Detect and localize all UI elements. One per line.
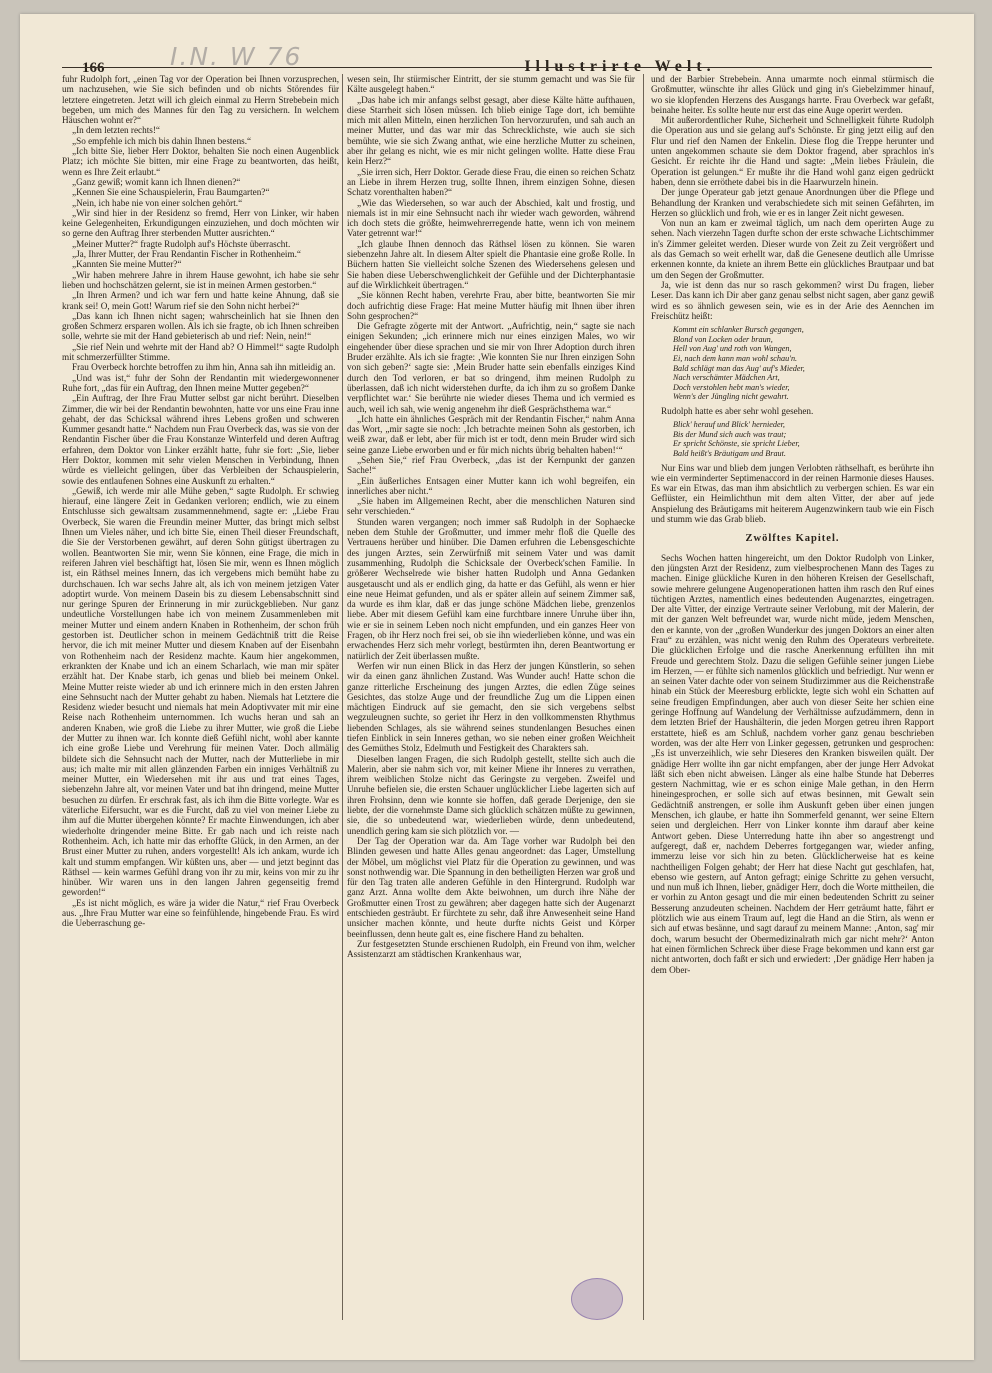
paragraph: „Es ist nicht möglich, es wäre ja wider die Natur,“ rief Frau Overbeck aus. „Ihre Frau Mutter war eine so feinfühlende, hingebende Frau. Es wird die Ueberraschung ge- — [62, 897, 339, 929]
page-number: 166 — [82, 60, 105, 76]
poem-line: Bald heißt's Bräutigam und Braut. — [673, 448, 786, 458]
paragraph: „So empfehle ich mich bis dahin Ihnen bestens.“ — [72, 135, 252, 146]
paragraph: „Meiner Mutter?“ fragte Rudolph auf's Höchste überrascht. — [72, 238, 291, 249]
paragraph: „Ich bitte Sie, lieber Herr Doktor, behalten Sie noch einen Augenblick Platz; ich möchte Sie bitten, mir eine Frage zu beantworten, das heißt, wenn es Ihre Zeit erlaubt.“ — [62, 146, 339, 177]
poem-line: Blick' herauf und Blick' hernieder, — [673, 420, 785, 430]
paragraph: „Sie irren sich, Herr Doktor. Gerade diese Frau, die einen so reichen Schatz an Liebe in ihrem Herzen trug, sollte Ihnen, ihrem einzigen Sohne, diesen Schatz vorenthalten haben?“ — [347, 166, 635, 198]
paragraph: Der junge Operateur gab jetzt genaue Anordnungen über die Pflege und Behandlung der Kranken und verabschiedete sich mit seinen Gefährten, im Herzen so glücklich und froh, wie er es in langer Zeit nicht gewesen. — [651, 187, 934, 218]
paragraph: „Sie haben im Allgemeinen Recht, aber die menschlichen Naturen sind sehr verschieden.“ — [347, 496, 635, 517]
paragraph: Der Tag der Operation war da. Am Tage vorher war Rudolph bei den Blinden gewesen und hatte Alles genau angeordnet: das Lager, Umstellung der Möbel, um möglichst viel Platz für die Operation zu gewinnen, und was sonst nothwendig war. Die Spannung in den betheiligten Herzen war groß und für den Tag traten alle anderen Gefühle in den Hintergrund. Rudolph war ganz Arzt. Anna wollte dem Akte beiwohnen, um durch ihre Nähe der Großmutter einen Trost zu gewähren; aber dagegen hatte sich der Augenarzt entschieden gesträubt. Er fürchtete zu sehr, daß ihre Anwesenheit seine Hand unsicher machen könnte, und heute durfte nichts Geist und Körper beeinflussen, denn heute galt es, eine fischere Hand zu behalten. — [347, 835, 635, 939]
chapter-heading: Zwölftes Kapitel. — [745, 533, 840, 545]
poem-stanza — [673, 420, 934, 458]
paragraph: Mit außerordentlicher Ruhe, Sicherheit und Schnelligkeit führte Rudolph die Operation aus und sie gelang auf's Schönste. Er ging jetzt eilig auf den Flur und rief den Namen der Enkelin. Diese flog die Treppe herunter und unten angekommen schaute sie dem Doktor fragend, aber sprachlos in's Gesicht. Er reichte ihr die Hand und sagte: „Mein liebes Fräulein, die Operation ist gelungen.“ Er mußte ihr die Hand wohl ganz eigen gedrückt haben, denn sie erröthete dabei bis in die Haarwurzeln hinein. — [651, 115, 934, 187]
paragraph: „Kannten Sie meine Mutter?“ — [72, 259, 182, 270]
paragraph: Ja, wie ist denn das nur so rasch gekommen? wirst Du fragen, lieber Leser. Das kann ich Dir aber ganz genau selbst nicht sagen, aber ganz gewiß wird es so ähnlich gewesen sein, wie es in der Arie des Aennchen im Freischütz heißt: — [651, 279, 934, 321]
header-rule — [62, 67, 932, 68]
paragraph: „Ja, Ihrer Mutter, der Frau Rendantin Fischer in Rothenheim.“ — [72, 249, 302, 260]
column-rule — [643, 74, 644, 1320]
paragraph: Die Gefragte zögerte mit der Antwort. „Aufrichtig, nein,“ sagte sie nach einigen Sekunden; „ich erinnere mich nur eines einzigen Males, wo wir eingehender über diese sprachen und sie mir von Ihrer Adoption durch ihren Bruder erzählte. Als ich sie fragte: ‚Wie konnten Sie nur Ihren einzigen Sohn von sich geben?‘ sagte sie: ‚Mein Bruder hatte sein ebenfalls einziges Kind durch den Tod verloren, er bat so dringend, ihm meinen Rudolph zu überlassen, daß ich nicht widerstehen durfte, da ich ihm zu so großem Danke verpflichtet war.‘ Sie berührte nie wieder dieses Thema und ich vermied es auch, weil ich sah, wie wenig angenehm ihr dieß Gesprächsthema war.“ — [347, 321, 635, 414]
text-column-right — [651, 74, 934, 1320]
paragraph: „Sie rief Nein und wehrte mit der Hand ab? O Himmel!“ sagte Rudolph mit schmerzerfüllter Stimme. — [62, 341, 339, 363]
poem-line: Hell von Aug' und roth von Wangen, — [673, 344, 792, 354]
poem-line: Blond von Locken oder braun, — [673, 334, 773, 344]
poem-line: Bald schlägt man das Aug' auf's Mieder, — [673, 363, 805, 373]
poem-line: Doch verstohlen hebt man's wieder, — [673, 382, 790, 392]
text-column-left — [62, 74, 339, 1320]
paragraph: „Nein, ich habe nie von einer solchen gehört.“ — [72, 197, 243, 208]
paragraph: „Das habe ich mir anfangs selbst gesagt, aber diese Kälte hätte aufthauen, diese Starrheit sich lösen müssen. Ich blieb einige Tage dort, ich bemühte mich mit allen Mitteln, einen herzlichen Ton hervorzurufen, und sah auch an meiner Mutter, und das war mir das Schrecklichste, wie auch sie sich bemühte, wie sie sich Zwang anthat, wie eine herzliche Mutter zu scheinen, aber ihr gelang es nicht, wie es mir nicht gelingen wollte. Hatte diese Frau kein Herz?“ — [347, 94, 635, 167]
poem-line: Wenn's der Jüngling nicht gewahrt. — [673, 392, 789, 402]
paragraph: Rudolph hatte es aber sehr wohl gesehen. — [661, 405, 814, 416]
paragraph: „Ein äußerliches Entsagen einer Mutter kann ich wohl begreifen, ein innerliches aber nicht.“ — [347, 475, 635, 496]
paragraph: Stunden waren vergangen; noch immer saß Rudolph in der Sophaecke neben dem Stuhle der Großmutter, und immer mehr floß die Quelle des Vertrauens herüber und hinüber. Die Damen erfuhren die Lebensgeschichte des jungen Arztes, sein Zerwürfniß mit seinem Vater und was damit zusammenhing, Rudolph die Schicksale der Overbeck'schen Familie. In größerer Wechselrede wie bisher hatten Rudolph und Anna Gedanken ausgetauscht und als er endlich ging, da hatte er das Gefühl, als wenn er hier eine neue Heimat gefunden, und als er später allein auf seinem Zimmer saß, da wurde es ihm klar, daß er das junge schöne Mädchen liebe, grenzenlos liebe. Aber mit diesem Gefühl kam eine furchtbare innere Unruhe über ihn, wie er sie in seinem Leben noch nicht empfunden, und ein ganzes Heer von Fragen, ob ihr Herz noch frei sei, ob sie ihn wiederlieben könne, und was ein erwachendes Herz sich mehr vorlegt, bestürmten ihn, deren Beantwortung er natürlich der Zeit überlassen mußte. — [347, 516, 635, 661]
pencil-annotation: I.N. W 76 — [170, 42, 303, 71]
poem-line: Ei, nach dem kann man wohl schau'n. — [673, 353, 798, 363]
paragraph: Von nun an kam er zweimal täglich, um nach dem operirten Auge zu sehen. Nach vierzehn Tagen durfte schon der erste schwache Lichtschimmer in's Zimmer geleitet werden. Dieser wurde von Zeit zu Zeit vergrößert und als das Gemach so weit erhellt war, daß die Genesene deutlich alle Umrisse erkennen konnte, da kniete an ihrem Bette ein glückliches Brautpaar und bat um den Segen der Großmutter. — [651, 218, 934, 280]
journal-title: Illustrirte Welt. — [524, 58, 716, 75]
paragraph: „Wie das Wiedersehen, so war auch der Abschied, kalt und frostig, und niemals ist in mir eine Sehnsucht nach ihr wieder wach geworden, während ich doch stets die größte, heimwehrerregende hatte, wenn ich von meinem Vater getrennt war!“ — [347, 197, 635, 239]
paragraph: Dieselben langen Fragen, die sich Rudolph gestellt, stellte sich auch die Malerin, aber sie nahm sich vor, mit keiner Miene ihr Inneres zu verrathen, ihrem weiblichen Stolze nicht das Geringste zu vergeben. Zweifel und Unruhe befielen sie, die ersten Schauer unglücklicher Liebe lagerten sich auf ihren Frohsinn, denn wie konnte sie hoffen, daß gerade Derjenige, den sie liebte, der die vornehmste Dame sich glücklich schätzen müßte zu gewinnen, sie, die so unbedeutend war, wiederlieben würde, denn unbedeutend, unendlich gering kam sie sich plötzlich vor. — — [347, 753, 635, 836]
paragraph: „Und was ist,“ fuhr der Sohn der Rendantin mit wiedergewonnener Ruhe fort, „das für ein Auftrag, den Ihnen meine Mutter gegeben?“ — [62, 372, 339, 393]
paragraph: „Kennen Sie eine Schauspielerin, Frau Baumgarten?“ — [72, 187, 270, 198]
paragraph: „Ich glaube Ihnen dennoch das Räthsel lösen zu können. Sie waren siebenzehn Jahre alt. In diesem Alter spielt die Phantasie eine große Rolle. In Büchern hatten Sie vielleicht solche Szenen des Wiedersehens gelesen und Sie haben diese Ueberschwenglichkeit der Gefühle und der Dichterphantasie auf die Wirklichkeit übertragen.“ — [347, 238, 635, 290]
paragraph: Werfen wir nun einen Blick in das Herz der jungen Künstlerin, so sehen wir da einen ganz ähnlichen Zustand. Was Wunder auch! Hatte schon die ganze ritterliche Erscheinung des jungen Arztes, die edlen Züge seines Gesichtes, das stolze Auge und der freundliche Zug um die Lippen einen mächtigen Eindruck auf sie gemacht, den sie sich vergebens selbst wegzuleugnen suchte, so geriet ihr Herz in den vollkommensten Rhythmus liebenden Schlages, als sie während seines stundenlangen Besuches einen tiefen Einblick in sein Inneres gethan, wo sie neben einer großen Weichheit des Gemüthes Stolz, Edelmuth und Festigkeit des Charakters sah. — [347, 660, 635, 754]
paragraph: „Gewiß, ich werde mir alle Mühe geben,“ sagte Rudolph. Er schwieg hierauf, eine längere Zeit in Gedanken verloren; endlich, wie zu einem Entschlusse sich gewaltsam zusammennehmend, sagte er: „Liebe Frau Overbeck, Sie waren die Freundin meiner Mutter, das bringt mich selbst Ihnen um Vieles näher, und ich bitte Sie, einen Theil dieser Freundschaft, die Sie der Verstorbenen gewährt, auf deren Sohn gütigst übertragen zu wollen. Beantworten Sie mir, wenn Sie können, eine Frage, die mich in reiferen Jahren viel beschäftigt hat, lösen Sie mir, wenn es Ihnen möglich ist, ein Räthsel meines Innern, das ich vergebens mich bemüht habe zu durchschauen. Ich war sechs Jahre alt, als ich von meinem jetzigen Vater adoptirt wurde. Von meinem Dasein bis zu diesem Lebensabschnitt sind nur geringe Spuren der Erinnerung in mir zurückgeblieben. Nur ganz undeutliche Vorstellungen habe ich von meinem Zusammenleben mit meiner Mutter und einem andern Knaben in Rothenheim, der schon früh gestorben ist. Deutlicher schon in meinem Gedächtniß tritt die Reise hervor, die ich mit meiner Mutter und diesem Knaben auf der Eisenbahn von Rothenheim nach der Residenz machte. Kaum hier angekommen, erkrankten der Knabe und ich an einem Scharlach, wie man mir später erzählt hat. Der Knabe starb, ich genas und blieb bei meinem Onkel. Meine Mutter reiste wieder ab und ich erinnere mich in den ersten Jahren eine Sehnsucht nach der Mutter gehabt zu haben. Niemals hat Letztere die Residenz wieder besucht und niemals hat mein Adoptivvater mit mir eine Reise nach Rothenheim unternommen. Ich wuchs heran und sah an anderen Knaben, wie groß die Liebe zu ihrer Mutter, wie groß die Liebe der Mutter zu ihnen war. Ich konnte dieß Gefühl nicht, wohl aber kannte ich eine große Liebe und Verehrung für meinen Vater. Doch allmälig bildete sich die Sehnsucht nach der Mutter, nach der Mutterliebe in mir aus; ich malte mir mit allen glänzenden Farben ein inniges Verhältniß zu meiner Mutter, ein Wiedersehen mit ihr aus und trat eines Tages, siebenzehn Jahre alt, vor meinen Vater und bat ihn dringend, meine Mutter besuchen zu dürfen. Er erschrak fast, als ich ihm die Bitte vorlegte. War es väterliche Eifersucht, war es die Furcht, daß zu viel von meiner Liebe zu ihm auf die Mutter übergehen könnte? Er machte Einwendungen, ich aber wiederholte dringender meine Bitte. Er gab nach und ich reiste nach Rothenheim. Ach, ich hatte mir das erhoffte Glück, in den Armen, an der Brust einer Mutter zu ruhen, anders vorgestellt! Als ich ankam, wurde ich kalt und stumm empfangen. Wir küßten uns, aber — und jetzt beginnt das Räthsel — kein warmes Gefühl drang von ihr zu mir, keins von mir zu ihr hinüber. Wir waren uns in den langen Jahren gegenseitig fremd geworden!“ — [62, 485, 339, 898]
column-rule — [342, 74, 343, 1320]
paragraph: Frau Overbeck horchte betroffen zu ihm hin, Anna sah ihn mitleidig an. — [72, 362, 336, 373]
poem-stanza — [673, 325, 934, 402]
paragraph: fuhr Rudolph fort, „einen Tag vor der Operation bei Ihnen vorzusprechen, um nachzusehen, wie Sie sich befinden und ob nichts Störendes für letztere eingetreten. Jetzt will ich gleich einmal zu Herrn Strebebein mich begeben, um mich des Mannes für den Tag zu versichern. In welchem Häuschen wohnt er?“ — [62, 74, 339, 126]
poem-line: Bis der Mund sich auch was traut; — [673, 429, 787, 439]
paragraph: „Ein Auftrag, der Ihre Frau Mutter selbst gar nicht berührt. Dieselben Zimmer, die wir bei der Rendantin bewohnten, hatte vor uns eine Frau inne gehabt, der das Schicksal während ihres Lebens großen und schweren Kummer gesandt hatte.“ Nachdem nun Frau Overbeck das, was sie von der Rendantin Fischer über die Frau Konstanze Winterfeld und deren Auftrag erfahren, dem Doktor von Linker erzählt hatte, fuhr sie fort: „Sie, lieber Herr Doktor, kommen mit sehr vielen Menschen in Verbindung, Ihnen würde es vielleicht gelingen, über das Verbleiben der Schauspielerin, sowie des entlaufenen Sohnes eine Auskunft zu erhalten.“ — [62, 393, 339, 486]
paragraph: wesen sein, Ihr stürmischer Eintritt, der sie stumm gemacht und was Sie für Kälte ausgelegt haben.“ — [347, 74, 635, 95]
paragraph: „In Ihren Armen? und ich war fern und hatte keine Ahnung, daß sie krank sei! O, mein Gott! Warum rief sie den Sohn nicht herbei?“ — [62, 290, 339, 311]
paragraph: „Ganz gewiß; womit kann ich Ihnen dienen?“ — [72, 176, 241, 187]
paragraph: Nur Eins war und blieb dem jungen Verlobten räthselhaft, es berührte ihn wie ein verminderter Septimenaccord in der reinen Harmonie dieses Hauses. Es war ein Etwas, das man ihm absichtlich zu verbergen schien. Es war ein Geflüster, ein Heimlichthun mit dem alten Vitter, der aber auf jede Anspielung des Bräutigams mit heiterem Augenzwinkern taub wie ein Fisch und stumm wie das Grab blieb. — [651, 462, 934, 525]
paragraph: „Wir haben mehrere Jahre in ihrem Hause gewohnt, ich habe sie sehr lieben und hochschätzen gelernt, sie ist in meinen Armen gestorben.“ — [62, 269, 339, 290]
poem-line: Nach verschämter Mädchen Art, — [673, 373, 780, 383]
paragraph: „In dem letzten rechts!“ — [72, 125, 160, 136]
poem-line: Er spricht Schönste, sie spricht Lieber, — [673, 439, 800, 449]
paragraph: „Ich hatte ein ähnliches Gespräch mit der Rendantin Fischer,“ nahm Anna das Wort, „mir sagte sie noch: ‚Ich betrachte meinen Sohn als gestorben, ich weiß zwar, daß er lebt, aber für mich ist er todt, denn mein Bruder wird sich seine ganze Liebe erworben und er für mich nichts übrig behalten haben!‘“ — [347, 413, 635, 455]
text-column-middle — [347, 74, 635, 1320]
library-stamp — [571, 1278, 623, 1320]
paragraph: Sechs Wochen hatten hingereicht, um den Doktor Rudolph von Linker, den jüngsten Arzt der Residenz, zum vielbesprochenen Mann des Tages zu machen. Einige glückliche Kuren in den höheren Kreisen der Gesellschaft, sowie mehrere gelungene Augenoperationen hatten ihm rasch den Ruf eines tüchtigen Arztes, namentlich eines bedeutenden Augenarztes, eingetragen. Der alte Vitter, der einzige Vertraute seiner Verlobung, mit der Malerin, der mit der ganzen Welt befreundet war, wurde nicht müde, jedem Menschen, den er kannte, von der „großen Wunderkur des jungen Doktors an einer alten Frau“ zu erzählen, was nicht wenig den Ruhm des Operateurs verbreitete. Die glücklichen Erfolge und die rasche Anerkennung erfüllten ihn mit Freude und gerechtem Stolz. Dazu die seligen Gefühle seiner jungen Liebe im Herzen, — er fühlte sich namenlos glücklich und befriedigt. Nur wenn er an seinen Vater dachte oder von seinem Studirzimmer aus die Reichenstraße hinab ein Stück der Meeresburg erblickte, legte sich wohl ein Schatten auf seine freudigen Empfindungen, aber auch von dieser Seite her schien eine geringe Hoffnung auf Wandelung der Verhältnisse aufzudämmern, denn in dem letzten Brief der Haushälterin, die jeden Morgen getreu ihren Rapport erstattete, hieß es am Schluß, nachdem vorher ganz genau beschrieben worden, was der alte Herr von Linker gegessen, getrunken und gesprochen: „Es ist unverzeihlich, wie sehr Dieseres den Kranken bisweilen quält. Der gnädige Herr wollte ihn gar nicht empfangen, aber der junge Herr Advokat läßt sich eben nicht abweisen. Länger als eine halbe Stunde hat Deberres gestern Nachmittag, wie er es schon einige Male gethan, in den Herrn hineingesprochen, er solle sich auf etwas besinnen, mit Gewalt sein Gedächtniß anstrengen, er solle ihm Auskunft geben über einen jungen Menschen, ich glaube, er hatte ihn Sommerfeld genannt, wer seine Eltern seien und dergleichen. Herr von Linker konnte ihm darauf aber keine Antwort geben. Diese Unterredung hatte ihn aber so angestrengt und aufgeregt, daß er, nachdem Deberres fortgegangen war, wieder anfing, immerzu leise vor sich hin zu beten. Glücklicherweise hat es keine nachtheiligen Folgen gehabt; der Herr hat diese Nacht gut geschlafen, hat, ebenso wie gestern, auf Anton gefragt; einige Schritte zu gehen versucht, und nun muß ich Ihnen, lieber, gnädiger Herr, doch die Worte mittheilen, die er vorhin zu Anton gesagt und die mir einen bedeutenden Schritt zu seiner Besserung anzudeuten scheinen. Nachdem der Herr geträumt hatte, fährt er plötzlich wie aus einem Traum auf, legt die Hand an die Stirn, als wenn er sich auf etwas besänne, und sagt darauf zu meinem Manne: ‚Anton, sag' mir doch, warum besucht der Obermedizinalrath mich gar nicht mehr?‘ Anton hat einen förmlichen Schreck über diese Frage bekommen und kann erst gar nicht antworten, doch faßt er sich und erwiedert: ‚Der gnädige Herr haben ja dem Ober- — [651, 552, 934, 975]
paragraph: „Das kann ich Ihnen nicht sagen; wahrscheinlich hat sie Ihnen den großen Schmerz ersparen wollen. Als ich sie fragte, ob ich Ihnen schreiben solle, wehrte sie mit der Hand gebieterisch ab und rief: Nein, nein!“ — [62, 310, 339, 342]
poem-line: Kommt ein schlanker Bursch gegangen, — [673, 325, 804, 335]
paragraph: „Wir sind hier in der Residenz so fremd, Herr von Linker, wir haben keine Gelegenheiten, Erkundigungen einzuziehen, und doch möchten wir so gerne den Auftrag Ihrer sterbenden Mutter ausrichten.“ — [62, 207, 339, 239]
paragraph: und der Barbier Strebebein. Anna umarmte noch einmal stürmisch die Großmutter, wünschte ihr alles Glück und ging in's Giebelzimmer hinauf, wo sie klopfenden Herzens des Ausgangs harrte. Frau Overbeck war gefaßt, beinahe heiter. Es sollte heute nur erst das eine Auge operirt werden. — [651, 74, 934, 115]
paragraph: Zur festgesetzten Stunde erschienen Rudolph, ein Freund von ihm, welcher Assistenzarzt am städtischen Krankenhaus war, — [347, 938, 635, 960]
paragraph: „Sie können Recht haben, verehrte Frau, aber bitte, beantworten Sie mir doch aufrichtig diese Frage: Hat meine Mutter häufig mit Ihnen über ihren Sohn gesprochen?“ — [347, 290, 635, 321]
paragraph: „Sehen Sie,“ rief Frau Overbeck, „das ist der Kernpunkt der ganzen Sache!“ — [347, 454, 635, 476]
